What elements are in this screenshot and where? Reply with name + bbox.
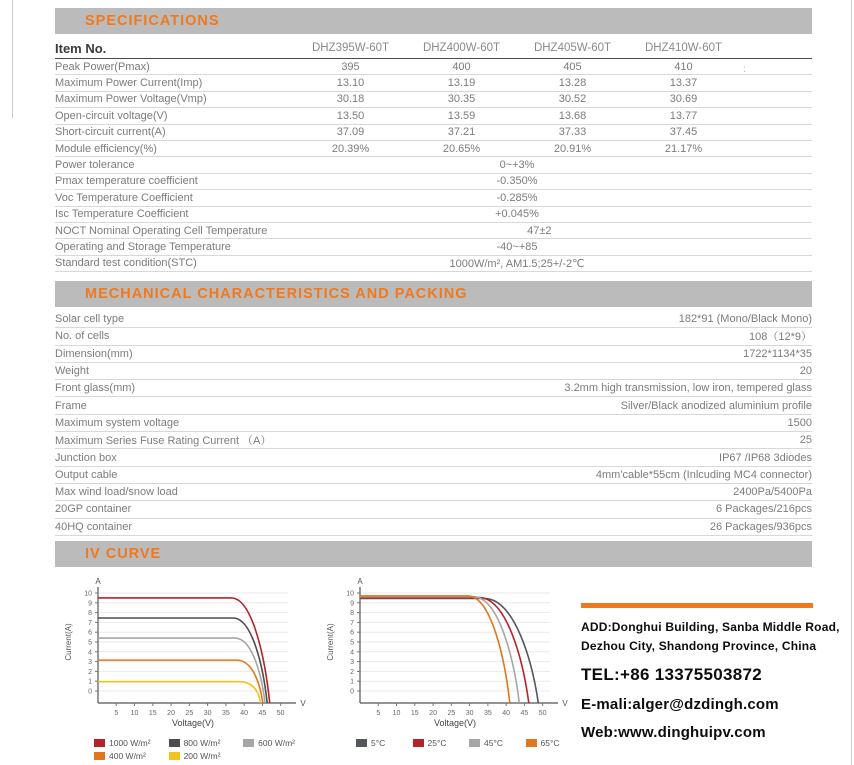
spec-cell-value: 37.45 (669, 126, 698, 139)
table-row (55, 346, 812, 363)
mech-row-value: 25 (799, 434, 812, 447)
svg-text:35: 35 (221, 710, 230, 717)
table-row (55, 125, 812, 141)
spec-cell-value: 13.37 (669, 77, 698, 90)
table-row (55, 92, 812, 108)
table-row (55, 380, 812, 397)
contact-tel: TEL:+86 13375503872 (581, 665, 763, 685)
legend-item (469, 738, 526, 748)
legend-swatch (169, 739, 180, 747)
table-row (55, 239, 812, 255)
svg-text:40: 40 (502, 710, 511, 717)
table-row (55, 397, 812, 414)
svg-text:7: 7 (350, 619, 354, 627)
mech-row-value: 6 Packages/216pcs (715, 503, 812, 516)
svg-text:10: 10 (392, 710, 401, 717)
legend-swatch (469, 739, 480, 747)
legend-swatch (243, 739, 254, 747)
svg-text:A: A (357, 577, 363, 586)
svg-text:15: 15 (148, 710, 157, 717)
mech-row-label: Junction box (55, 451, 117, 464)
svg-text:25: 25 (185, 710, 194, 717)
spec-cell-value: 405 (563, 60, 582, 73)
mech-row-label: Output cable (55, 468, 118, 481)
spec-row-label: Pmax temperature coefficient (55, 175, 198, 188)
table-row (55, 256, 812, 272)
legend-label: 1000 W/m² (109, 738, 151, 748)
spec-cell-value: 13.19 (447, 77, 476, 90)
spec-cell-value: 13.50 (336, 109, 365, 122)
legend-item (94, 738, 169, 748)
table-row (55, 501, 812, 518)
mechanical-header-bar (55, 281, 812, 307)
spec-row-label: Maximum Power Voltage(Vmp) (55, 93, 207, 106)
spec-cell-value: 21.17% (664, 142, 703, 155)
iv-curve-irradiance-chart (64, 577, 320, 764)
mech-row-value: 26 Packages/936pcs (709, 520, 812, 533)
svg-text:5: 5 (376, 710, 381, 717)
specifications-table (55, 38, 812, 272)
mechanical-table (55, 311, 812, 536)
legend-label: 65°C (540, 738, 560, 748)
svg-text:15: 15 (410, 710, 419, 717)
legend-item (413, 738, 470, 748)
legend-item (94, 751, 169, 761)
table-row (55, 449, 812, 466)
legend-item (526, 738, 583, 748)
mech-row-label: 20GP container (55, 503, 132, 516)
mech-row-label: Maximum Series Fuse Rating Current （A） (55, 435, 272, 448)
spec-cell-value: 20.39% (331, 142, 370, 155)
spec-row-label: Short-circuit current(A) (55, 126, 166, 139)
svg-text:35: 35 (483, 710, 492, 717)
svg-text:9: 9 (88, 600, 92, 608)
spec-cell-value: 30.52 (558, 93, 587, 106)
mech-row-value: 1722*1134*35 (743, 347, 812, 360)
spec-cell-value: 37.09 (336, 126, 365, 139)
svg-text:5: 5 (350, 639, 354, 647)
spec-merged-value: -0.350% (496, 175, 538, 188)
spec-row-label: Power tolerance (55, 159, 135, 172)
svg-text:30: 30 (203, 710, 212, 717)
mech-row-value: 108（12*9） (749, 331, 812, 344)
legend-label: 200 W/m² (183, 751, 221, 761)
legend-label: 800 W/m² (183, 738, 221, 748)
table-row (55, 59, 812, 75)
table-row (55, 311, 812, 328)
iv-curve-series (98, 598, 270, 703)
spec-column-header: DHZ410W-60T (644, 42, 723, 54)
legend-item (169, 738, 244, 748)
svg-text:10: 10 (346, 590, 354, 598)
legend-swatch (94, 752, 105, 760)
svg-text:25: 25 (447, 710, 456, 717)
spec-header-row (55, 38, 812, 59)
svg-text:20: 20 (429, 710, 437, 717)
specifications-title: SPECIFICATIONS (85, 13, 220, 29)
mech-row-label: Dimension(mm) (55, 347, 133, 360)
svg-text:50: 50 (276, 710, 285, 717)
table-row (55, 432, 812, 449)
spec-merged-value: +0.045% (495, 208, 539, 221)
left-edge-line (12, 0, 13, 118)
spec-row-label: Peak Power(Pmax) (55, 60, 150, 73)
svg-text:0: 0 (350, 688, 354, 696)
table-row (55, 415, 812, 432)
spec-cell-value: 13.28 (558, 77, 587, 90)
table-row (55, 467, 812, 484)
iv-curve-series (360, 597, 529, 703)
spec-cell-value: 20.65% (442, 142, 481, 155)
legend-item (356, 738, 413, 748)
svg-text:45: 45 (520, 710, 529, 717)
mech-row-label: Maximum system voltage (55, 416, 180, 429)
mechanical-title: MECHANICAL CHARACTERISTICS AND PACKING (85, 286, 468, 302)
contact-card (581, 603, 840, 742)
table-row (55, 207, 812, 223)
table-row (55, 174, 812, 190)
svg-text:2: 2 (88, 668, 92, 676)
table-row (55, 75, 812, 91)
svg-text:A: A (95, 577, 101, 586)
table-row (55, 223, 812, 239)
svg-text:3: 3 (350, 659, 354, 667)
mech-row-value: 20 (799, 365, 812, 378)
iv-curve-series (360, 596, 510, 703)
mech-row-value: 4mm'cable*55cm (Inlcuding MC4 connector) (595, 468, 812, 481)
legend-label: 600 W/m² (258, 738, 295, 748)
svg-text:0: 0 (88, 688, 92, 696)
contact-accent-bar (581, 603, 813, 608)
contact-address-line1: ADD:Donghui Building, Sanba Middle Road, (581, 620, 840, 634)
mech-row-value: Silver/Black anodized aluminium profile (620, 399, 812, 412)
table-row (55, 108, 812, 124)
spec-header-label: Item No. (55, 40, 107, 56)
contact-address-line2: Dezhou City, Shandong Province, China (581, 638, 817, 653)
spec-cell-value: 13.77 (669, 109, 698, 122)
mech-row-value: 3.2mm high transmission, low iron, tempered glass (564, 382, 812, 395)
iv-curve-temperature-chart (326, 577, 582, 751)
table-row (55, 484, 812, 501)
svg-text:4: 4 (350, 649, 354, 657)
legend-swatch (356, 739, 367, 747)
spec-row-label: Maximum Power Current(Imp) (55, 77, 203, 90)
table-row (55, 141, 812, 157)
spec-cell-value: 37.21 (447, 126, 476, 139)
legend-item (243, 738, 318, 748)
spec-row-label: Operating and Storage Temperature (55, 240, 231, 253)
iv-curve-series (360, 598, 538, 703)
svg-text:30: 30 (465, 710, 474, 717)
legend-item (169, 751, 244, 761)
contact-email: E-mali:alger@dzdingh.com (581, 696, 779, 714)
svg-text:40: 40 (240, 710, 249, 717)
spec-row-label: Standard test condition(STC) (55, 257, 197, 270)
spec-row-label: Open-circuit voltage(V) (55, 109, 168, 122)
iv-curve-plot (326, 577, 582, 729)
spec-column-header: DHZ395W-60T (311, 42, 390, 54)
spec-row-label: NOCT Nominal Operating Cell Temperature (55, 224, 268, 237)
spec-cell-value: 400 (452, 60, 471, 73)
chart-legend (64, 738, 320, 764)
svg-text:5: 5 (88, 639, 92, 647)
spec-cell-value: 20.91% (553, 142, 592, 155)
spec-merged-value: 1000W/m², AM1.5;25+/-2℃ (449, 257, 585, 270)
iv-curve-plot (64, 577, 320, 729)
svg-text:6: 6 (350, 629, 354, 637)
table-row (55, 157, 812, 173)
legend-swatch (94, 739, 105, 747)
svg-text:4: 4 (88, 649, 92, 657)
mech-row-value: IP67 /IP68 3diodes (719, 451, 812, 464)
svg-text:10: 10 (84, 590, 92, 598)
svg-text:5: 5 (114, 710, 119, 717)
table-row (55, 519, 812, 536)
spec-cell-value: 13.10 (336, 77, 365, 90)
spec-row-label: Module efficiency(%) (55, 142, 157, 155)
right-edge-line (851, 0, 852, 765)
legend-swatch (413, 739, 424, 747)
spec-cell-value: 30.35 (447, 93, 476, 106)
contact-web: Web:www.dinghuipv.com (581, 724, 766, 742)
spec-merged-value: -0.285% (496, 191, 538, 204)
spec-cell-value: 395 (341, 60, 360, 73)
spec-cell-value: 37.33 (558, 126, 587, 139)
spec-cell-value: 13.59 (447, 109, 476, 122)
table-row (55, 328, 812, 345)
mech-row-value: 2400Pa/5400Pa (733, 486, 812, 499)
mech-row-label: 40HQ container (55, 520, 133, 533)
svg-text:V: V (300, 699, 306, 708)
mech-row-value: 1500 (787, 416, 812, 429)
chart-legend (326, 738, 582, 751)
svg-text:50: 50 (538, 710, 547, 717)
spec-merged-value: 47±2 (527, 224, 552, 237)
svg-text:9: 9 (350, 600, 354, 608)
iv-curve-series (98, 682, 261, 703)
mech-row-value: 182*91 (Mono/Black Mono) (678, 313, 812, 326)
legend-label: 45°C (484, 738, 503, 748)
svg-text:45: 45 (258, 710, 267, 717)
spec-cell-value: 410 (674, 60, 693, 73)
svg-text:20: 20 (167, 710, 175, 717)
svg-text:2: 2 (350, 668, 354, 676)
mech-row-label: Front glass(mm) (55, 382, 136, 395)
mech-row-label: Weight (55, 365, 90, 378)
spec-merged-value: 0~+3% (499, 159, 535, 172)
svg-text:1: 1 (350, 678, 354, 686)
spec-cell-value: 13.68 (558, 109, 587, 122)
svg-text:V: V (562, 699, 568, 708)
svg-text:Current(A): Current(A) (64, 623, 73, 661)
legend-swatch (169, 752, 180, 760)
mech-row-label: No. of cells (55, 330, 110, 343)
svg-text:7: 7 (88, 619, 92, 627)
legend-swatch (526, 739, 537, 747)
table-row (55, 363, 812, 380)
svg-text:Voltage(V): Voltage(V) (171, 718, 215, 728)
iv-curve-header-bar (55, 541, 812, 567)
mech-row-label: Solar cell type (55, 313, 125, 326)
stray-colon-mark: : (743, 64, 746, 75)
svg-text:Current(A): Current(A) (326, 623, 335, 661)
spec-row-label: Voc Temperature Coefficient (55, 191, 193, 204)
svg-text:10: 10 (130, 710, 139, 717)
spec-merged-value: -40~+85 (496, 240, 538, 253)
mech-row-label: Max wind load/snow load (55, 486, 178, 499)
spec-row-label: Isc Temperature Coefficient (55, 208, 189, 221)
table-row (55, 190, 812, 206)
spec-cell-value: 30.18 (336, 93, 365, 106)
spec-column-header: DHZ405W-60T (533, 42, 612, 54)
svg-text:Voltage(V): Voltage(V) (433, 718, 477, 728)
svg-text:3: 3 (88, 659, 92, 667)
spec-cell-value: 30.69 (669, 93, 698, 106)
iv-curve-series (98, 638, 265, 703)
iv-curve-title: IV CURVE (85, 546, 162, 562)
svg-text:8: 8 (88, 610, 92, 618)
legend-label: 5°C (371, 738, 386, 748)
svg-text:1: 1 (88, 678, 92, 686)
spec-column-header: DHZ400W-60T (422, 42, 501, 54)
mech-row-label: Frame (55, 399, 87, 412)
specifications-header-bar (55, 8, 812, 34)
legend-label: 400 W/m² (109, 751, 146, 761)
svg-text:8: 8 (350, 610, 354, 618)
svg-text:6: 6 (88, 629, 92, 637)
legend-label: 25°C (427, 738, 447, 748)
